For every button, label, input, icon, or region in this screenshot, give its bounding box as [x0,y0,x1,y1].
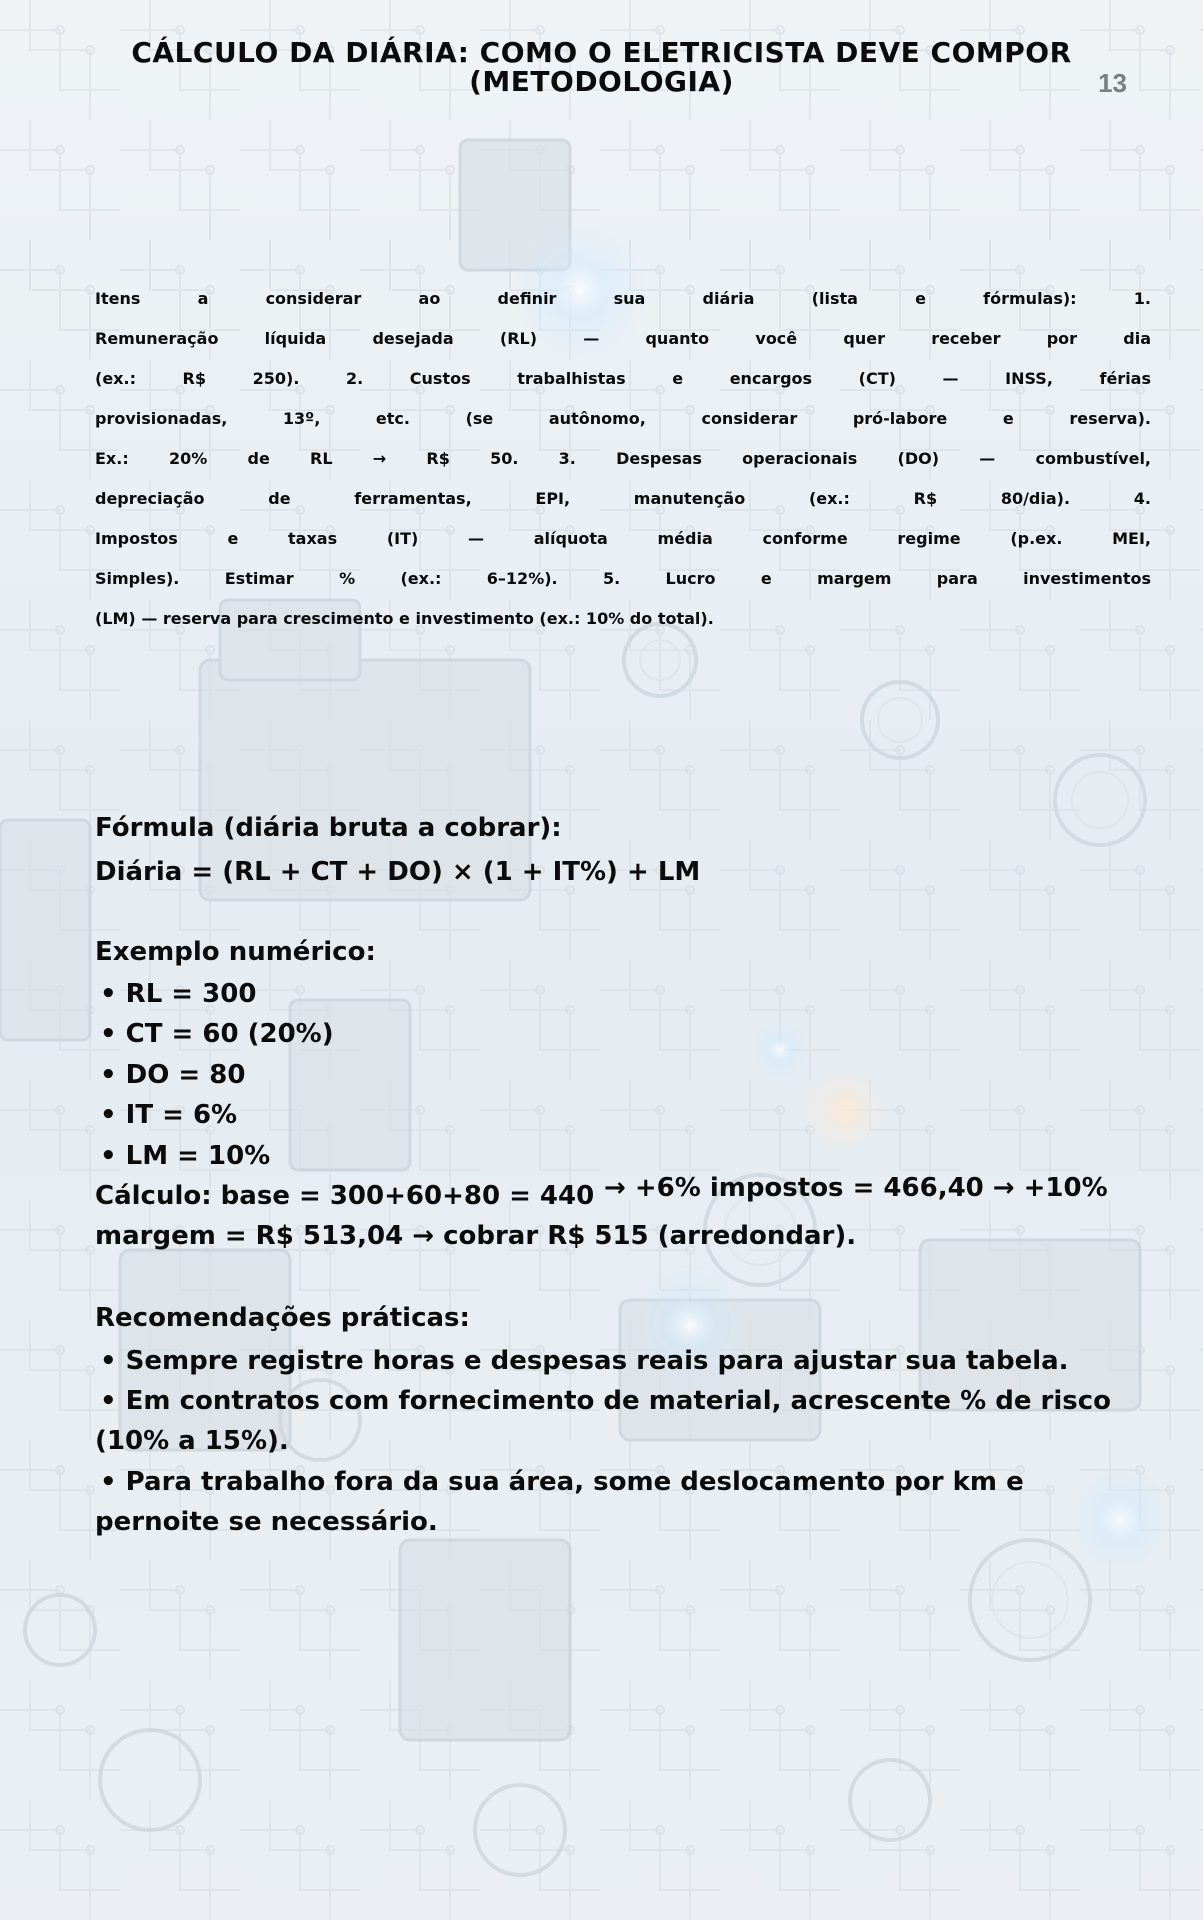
page-title-line-1: CÁLCULO DA DIÁRIA: COMO O ELETRICISTA DEVE COMPOR [131,36,1072,69]
calculation-line-1b: → +6% impostos = 466,40 → +10% [604,1173,1108,1203]
page-number: 13 [1098,68,1127,98]
example-bullet: • CT = 60 (20%) [100,1019,334,1049]
items-line: Impostos e taxas (IT) — alíquota média conforme regime (p.ex. MEI, [95,529,1151,548]
items-line: Remuneração líquida desejada (RL) — quanto você quer receber por dia [95,329,1151,348]
items-line: (LM) — reserva para crescimento e investimento (ex.: 10% do total). [95,609,714,628]
example-bullet: • RL = 300 [100,979,257,1009]
page-title-line-2: (METODOLOGIA) [469,65,734,98]
recommendation-line: pernoite se necessário. [95,1507,438,1537]
items-line: provisionadas, 13º, etc. (se autônomo, considerar pró-labore e reserva). [95,409,1151,428]
recommendation-line: • Para trabalho fora da sua área, some deslocamento por km e [100,1467,1024,1497]
items-line: (ex.: R$ 250). 2. Custos trabalhistas e encargos (CT) — INSS, férias [95,369,1151,388]
recommendations-heading: Recomendações práticas: [95,1303,470,1333]
calculation-line-2: margem = R$ 513,04 → cobrar R$ 515 (arredondar). [95,1221,857,1251]
items-line: Ex.: 20% de RL → R$ 50. 3. Despesas operacionais (DO) — combustível, [95,449,1151,468]
example-bullet: • IT = 6% [100,1100,238,1130]
calculation-line-1a: Cálculo: base = 300+60+80 = 440 [95,1181,595,1211]
items-line: Simples). Estimar % (ex.: 6–12%). 5. Lucro e margem para investimentos [95,569,1151,588]
formula-heading: Fórmula (diária bruta a cobrar): [95,813,562,843]
example-bullet: • DO = 80 [100,1060,246,1090]
recommendation-line: (10% a 15%). [95,1426,289,1456]
formula-expression: Diária = (RL + CT + DO) × (1 + IT%) + LM [95,857,701,887]
example-heading: Exemplo numérico: [95,937,376,967]
items-line: depreciação de ferramentas, EPI, manutenção (ex.: R$ 80/dia). 4. [95,489,1151,508]
example-bullet: • LM = 10% [100,1141,271,1171]
items-line: Itens a considerar ao definir sua diária (lista e fórmulas): 1. [95,289,1151,308]
recommendation-line: • Sempre registre horas e despesas reais para ajustar sua tabela. [100,1346,1069,1376]
recommendation-line: • Em contratos com fornecimento de material, acrescente % de risco [100,1386,1111,1416]
